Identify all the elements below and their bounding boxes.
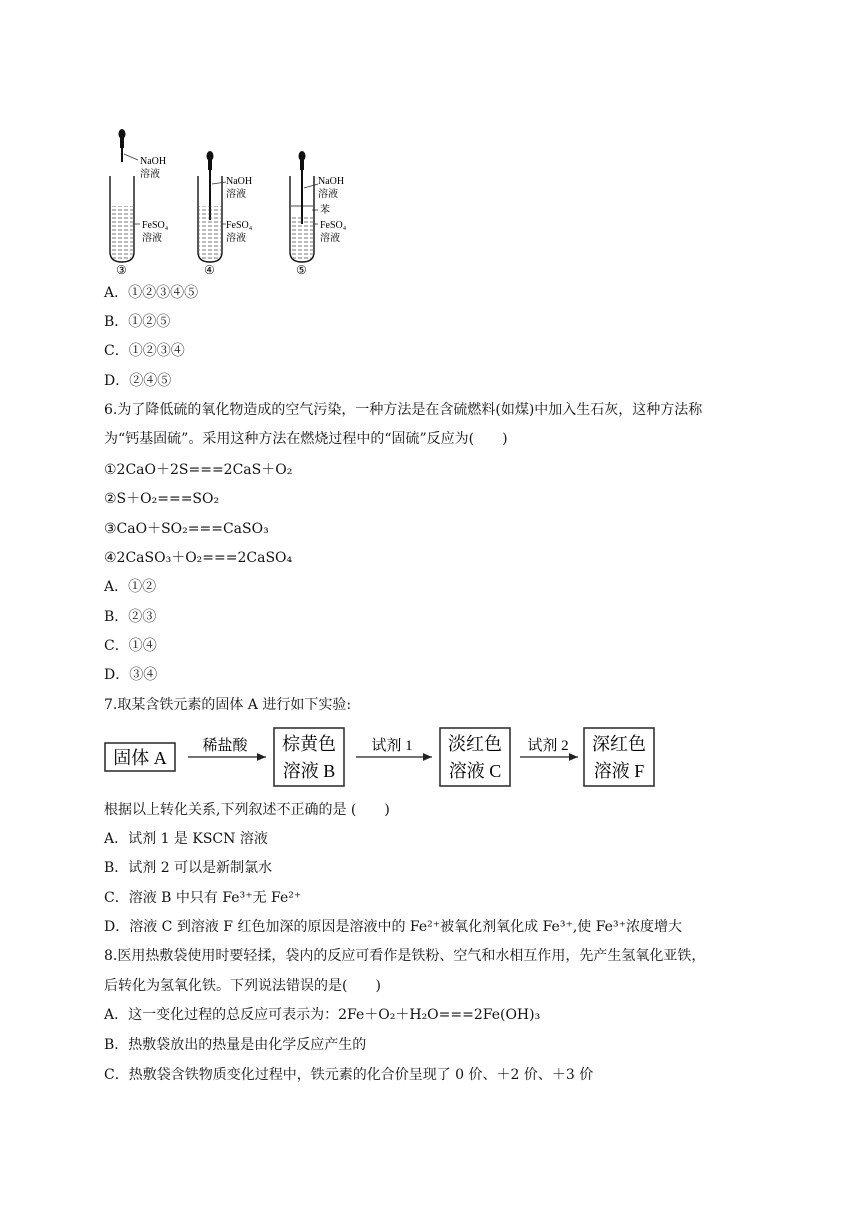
flow-box-1-label: 固体 A xyxy=(113,748,167,768)
tube-3 xyxy=(110,129,169,276)
test-tube-figure xyxy=(106,124,366,276)
option-text: 试剂 2 可以是新制氯水 xyxy=(128,860,273,876)
q8-stem-line-1: 8.医用热敷袋使用时要轻揉，袋内的反应可看作是铁粉、空气和水相互作用，先产生氢氧化亚铁， xyxy=(104,948,706,964)
q6-option-b xyxy=(104,607,156,627)
option-text: ①②③④⑤ xyxy=(128,285,199,301)
q7-option-d xyxy=(104,917,682,937)
tube-4-label-liquid-2: 溶液 xyxy=(226,233,246,244)
q7-question: 根据以上转化关系,下列叙述不正确的是 ( ) xyxy=(104,802,390,818)
option-letter: B． xyxy=(104,314,129,330)
q8-option-c xyxy=(104,1065,593,1085)
tube-5 xyxy=(290,151,347,276)
tube-5-label-liquid-2: 溶液 xyxy=(320,233,340,244)
option-letter: D． xyxy=(104,667,130,683)
option-text: 这一变化过程的总反应可表示为：2Fe＋O₂＋H₂O===2Fe(OH)₃ xyxy=(128,1007,541,1023)
tube-4-label-liquid: FeSO₄ xyxy=(226,220,253,231)
q5-option-d xyxy=(104,371,171,391)
option-letter: C． xyxy=(104,638,129,654)
option-letter: B． xyxy=(104,609,129,625)
option-text: ③④ xyxy=(129,667,158,683)
q5-option-c xyxy=(104,341,185,361)
flow-box-4-line-2: 溶液 F xyxy=(593,761,645,781)
option-text: ①④ xyxy=(128,638,157,654)
option-text: ①②⑤ xyxy=(128,314,171,330)
tube-4-number: ④ xyxy=(204,263,215,276)
tube-5-label-reagent-2: 溶液 xyxy=(318,189,338,200)
flow-box-2-line-1: 棕黄色 xyxy=(282,734,336,754)
tube-4 xyxy=(198,151,253,276)
q8-option-b xyxy=(104,1035,366,1055)
flow-box-3-line-2: 溶液 C xyxy=(448,761,502,781)
option-text: 试剂 1 是 KSCN 溶液 xyxy=(128,831,268,847)
option-text: 溶液 B 中只有 Fe³⁺无 Fe²⁺ xyxy=(128,890,302,906)
tube-3-label-liquid: FeSO₄ xyxy=(142,220,169,231)
flow-box-3-line-1: 淡红色 xyxy=(448,734,502,754)
option-text: ②④⑤ xyxy=(129,373,172,389)
tube-4-label-reagent: NaOH xyxy=(226,176,253,187)
option-letter: B． xyxy=(104,860,129,876)
tube-5-label-liquid: FeSO₄ xyxy=(320,220,347,231)
option-letter: D． xyxy=(104,919,130,935)
option-letter: C． xyxy=(104,1067,129,1083)
tube-3-label-reagent: NaOH xyxy=(140,156,167,167)
flow-arrow-3-label: 试剂 2 xyxy=(527,738,569,754)
tube-4-label-reagent-2: 溶液 xyxy=(226,189,246,200)
q7-option-b xyxy=(104,858,272,878)
flow-box-2-line-2: 溶液 B xyxy=(282,761,336,781)
q8-option-a xyxy=(104,1005,540,1025)
q7-option-c xyxy=(104,888,301,908)
option-text: 热敷袋放出的热量是由化学反应产生的 xyxy=(128,1037,367,1053)
q6-reaction-2: ②S＋O₂===SO₂ xyxy=(104,491,220,507)
flow-arrow-1-label: 稀盐酸 xyxy=(202,738,248,754)
q8-stem-line-2: 后转化为氢氧化铁。下列说法错误的是( ) xyxy=(104,978,381,994)
option-letter: A． xyxy=(104,1007,129,1023)
q6-stem-line-2: 为“钙基固硫”。采用这种方法在燃烧过程中的“固硫”反应为( ) xyxy=(104,431,508,447)
flow-arrow-2-label: 试剂 1 xyxy=(371,738,413,754)
option-letter: C． xyxy=(104,343,129,359)
tube-5-label-benzene: 苯 xyxy=(320,205,330,216)
q5-option-b xyxy=(104,312,170,332)
q6-reaction-1: ①2CaO＋2S===2CaS＋O₂ xyxy=(104,462,293,478)
tube-3-label-reagent-2: 溶液 xyxy=(140,169,160,180)
option-text: ①② xyxy=(128,579,157,595)
tube-3-label-liquid-2: 溶液 xyxy=(142,233,162,244)
option-letter: B． xyxy=(104,1037,129,1053)
q6-reaction-4: ④2CaSO₃＋O₂===2CaSO₄ xyxy=(104,550,293,566)
q7-flow-diagram xyxy=(102,726,658,788)
q6-stem-line-1: 6.为了降低硫的氧化物造成的空气污染，一种方法是在含硫燃料(如煤)中加入生石灰，这种方法称 xyxy=(104,402,703,418)
q5-option-a xyxy=(104,283,198,303)
option-letter: A． xyxy=(104,831,129,847)
tube-5-label-reagent: NaOH xyxy=(318,176,345,187)
tube-5-number: ⑤ xyxy=(296,263,307,276)
option-text: ②③ xyxy=(128,609,157,625)
option-letter: A． xyxy=(104,579,129,595)
option-text: ①②③④ xyxy=(128,343,185,359)
q6-option-a xyxy=(104,577,156,597)
tube-3-number: ③ xyxy=(116,263,127,276)
option-letter: C． xyxy=(104,890,129,906)
option-text: 热敷袋含铁物质变化过程中，铁元素的化合价呈现了 0 价、＋2 价、＋3 价 xyxy=(128,1067,594,1083)
q6-reaction-3: ③CaO＋SO₂===CaSO₃ xyxy=(104,521,269,537)
q7-option-a xyxy=(104,829,268,849)
option-text: 溶液 C 到溶液 F 红色加深的原因是溶液中的 Fe²⁺被氧化剂氧化成 Fe³⁺,使 Fe³⁺浓度增大 xyxy=(129,919,682,935)
q7-stem: 7.取某含铁元素的固体 A 进行如下实验: xyxy=(104,697,352,713)
q6-option-c xyxy=(104,636,157,656)
option-letter: D． xyxy=(104,373,130,389)
q6-option-d xyxy=(104,665,157,685)
flow-box-4-line-1: 深红色 xyxy=(592,734,646,754)
option-letter: A． xyxy=(104,285,129,301)
